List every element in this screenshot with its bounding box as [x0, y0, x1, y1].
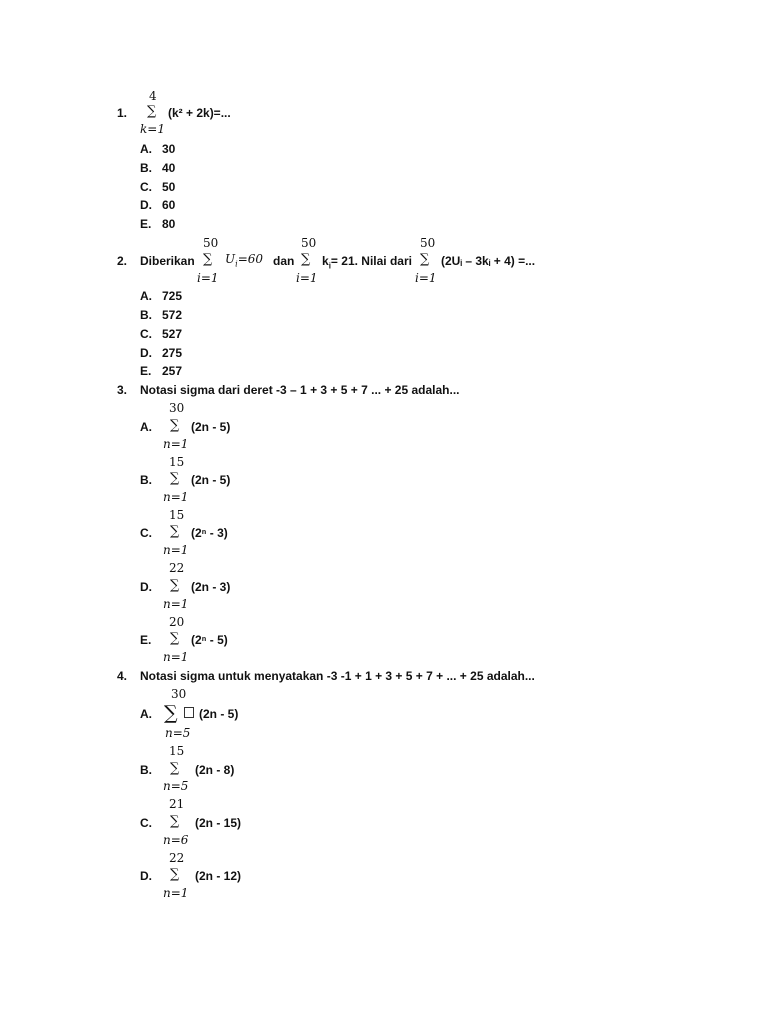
sigma-symbol: ∑ — [203, 252, 213, 267]
sigma-symbol: ∑ — [170, 761, 180, 776]
question-expression: (k² + 2k)=... — [168, 106, 231, 120]
conjunction: dan — [273, 254, 295, 268]
option-expression: (2n - 8) — [195, 763, 235, 777]
sigma-upper: 4 — [149, 89, 157, 103]
option-letter: A. — [140, 420, 152, 434]
option-value: 40 — [162, 161, 176, 175]
sigma-symbol: ∑ — [301, 252, 311, 267]
option-expression: (2n - 15) — [195, 816, 242, 830]
k-base: k — [322, 254, 329, 268]
question-intro: Diberikan — [140, 254, 195, 268]
question-number: 2. — [117, 254, 128, 268]
option-letter: C. — [140, 180, 152, 194]
option-expression: (2n - 5) — [191, 473, 231, 487]
sigma-lower: i=1 — [197, 271, 219, 285]
sigma-symbol: ∑ — [147, 104, 157, 119]
option-value: 80 — [162, 217, 176, 231]
sigma-symbol: ∑ — [170, 814, 180, 829]
option-letter: D. — [140, 869, 152, 883]
sigma-upper: 15 — [169, 744, 185, 758]
sigma-upper: 20 — [169, 615, 185, 629]
sigma-upper: 22 — [169, 851, 185, 865]
option-value: 30 — [162, 142, 176, 156]
option-letter: A. — [140, 142, 152, 156]
question-number: 4. — [117, 669, 128, 683]
question-text: Notasi sigma dari deret -3 – 1 + 3 + 5 + 7 ... + 25 adalah... — [140, 383, 460, 397]
option-letter: D. — [140, 198, 152, 212]
sigma-lower: n=1 — [163, 543, 189, 557]
option-value: 60 — [162, 198, 176, 212]
option-letter: B. — [140, 473, 152, 487]
placeholder-box-icon — [184, 707, 194, 718]
k-statement — [322, 254, 412, 273]
sigma-term — [225, 252, 263, 271]
option-value: 572 — [162, 308, 183, 322]
option-letter: E. — [140, 633, 152, 647]
sigma-upper: 15 — [169, 455, 185, 469]
option-expression: (2ⁿ - 5) — [191, 633, 228, 647]
sigma-symbol: ∑ — [170, 631, 180, 646]
question-number: 3. — [117, 383, 128, 397]
option-letter: C. — [140, 816, 152, 830]
option-value: 275 — [162, 346, 183, 360]
sigma-symbol: ∑ — [170, 418, 180, 433]
sigma-symbol: ∑ — [170, 471, 180, 486]
question-expression: (2Uᵢ – 3kᵢ + 4) =... — [441, 254, 536, 268]
option-expression: (2n - 12) — [195, 869, 242, 883]
question-text: Notasi sigma untuk menyatakan -3 -1 + 1 + 3 + 5 + 7 + ... + 25 adalah... — [140, 669, 535, 683]
sigma-lower: n=5 — [163, 779, 189, 793]
sigma-upper: 50 — [301, 236, 317, 250]
option-expression: (2ⁿ - 3) — [191, 526, 228, 540]
sigma-upper: 50 — [203, 236, 219, 250]
option-letter: B. — [140, 763, 152, 777]
sigma-upper: 30 — [171, 687, 187, 701]
sigma-lower: n=5 — [165, 726, 191, 740]
k-rest: = 21. Nilai dari — [330, 254, 412, 268]
question-number: 1. — [117, 106, 128, 120]
option-letter: E. — [140, 364, 152, 378]
option-letter: D. — [140, 346, 152, 360]
option-letter: A. — [140, 289, 152, 303]
sigma-upper: 50 — [420, 236, 436, 250]
option-expression: (2n - 5) — [199, 707, 239, 721]
sigma-lower: n=1 — [163, 886, 189, 900]
sigma-upper: 22 — [169, 561, 185, 575]
option-value: 527 — [162, 327, 183, 341]
option-letter: C. — [140, 526, 152, 540]
sigma-symbol: ∑ — [164, 702, 178, 724]
sigma-upper: 30 — [169, 401, 185, 415]
sigma-symbol: ∑ — [170, 578, 180, 593]
sigma-lower: n=1 — [163, 490, 189, 504]
sigma-lower: n=1 — [163, 597, 189, 611]
option-expression: (2n - 3) — [191, 580, 231, 594]
option-letter: E. — [140, 217, 152, 231]
sigma-symbol: ∑ — [170, 524, 180, 539]
sigma-upper: 15 — [169, 508, 185, 522]
term-base: U — [225, 252, 236, 266]
sigma-symbol: ∑ — [170, 867, 180, 882]
option-value: 725 — [162, 289, 183, 303]
term-rest: =60 — [237, 252, 264, 266]
option-letter: B. — [140, 161, 152, 175]
sigma-upper: 21 — [169, 797, 185, 811]
sigma-symbol: ∑ — [420, 252, 430, 267]
option-letter: A. — [140, 707, 152, 721]
option-value: 257 — [162, 364, 183, 378]
sigma-lower: n=1 — [163, 650, 189, 664]
sigma-lower: n=6 — [163, 833, 189, 847]
option-letter: D. — [140, 580, 152, 594]
option-expression: (2n - 5) — [191, 420, 231, 434]
sigma-lower: i=1 — [296, 271, 318, 285]
option-letter: B. — [140, 308, 152, 322]
sigma-lower: n=1 — [163, 437, 189, 451]
sigma-lower: k=1 — [140, 122, 165, 136]
option-letter: C. — [140, 327, 152, 341]
k-sub: i — [328, 261, 331, 271]
sigma-lower: i=1 — [415, 271, 437, 285]
option-value: 50 — [162, 180, 176, 194]
term-sub: i — [235, 259, 238, 269]
